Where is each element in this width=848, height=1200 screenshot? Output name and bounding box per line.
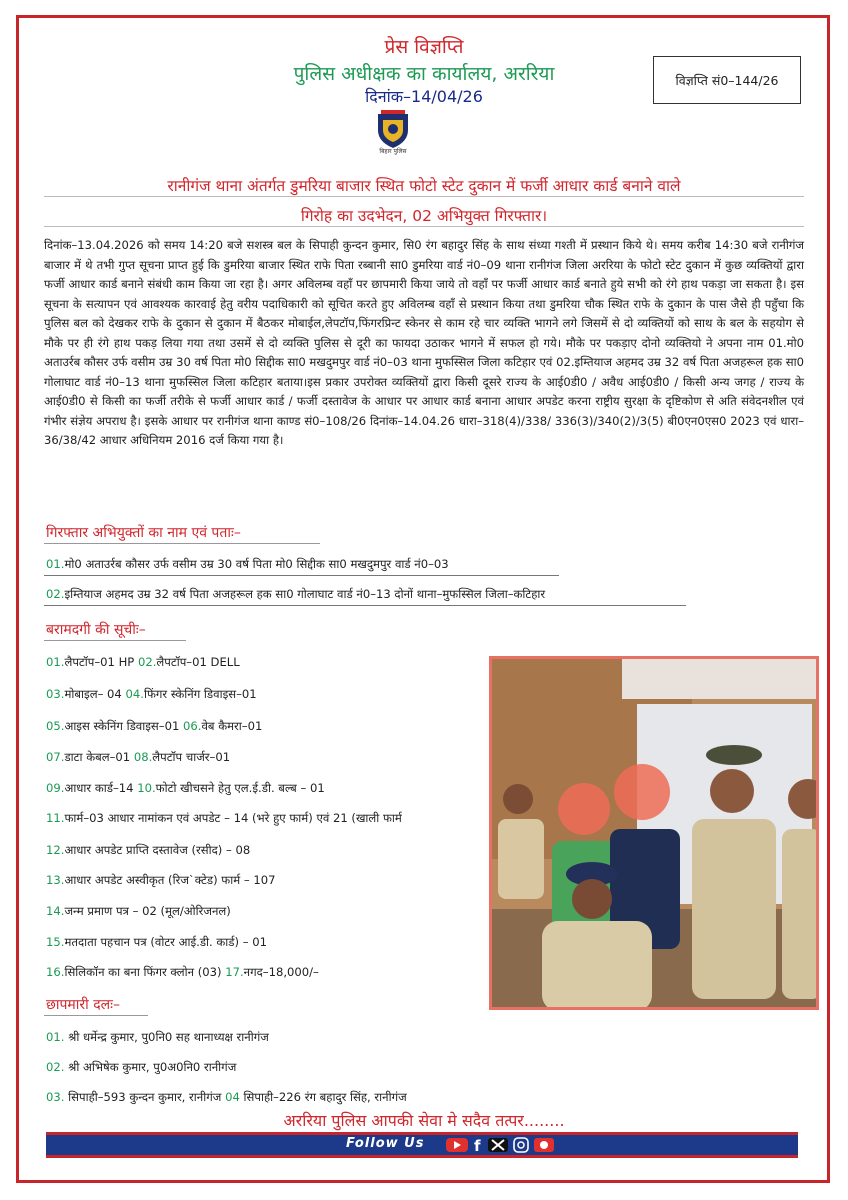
accused-detail: मो0 अताउर्रब कौसर उर्फ वसीम उम्र 30 वर्ष पिता मो0 सिद्दीक सा0 मखदुमपुर वार्ड नं0–03 bbox=[64, 557, 449, 571]
item-text: आधार अपडेट प्राप्ति दस्तावेज (रसीद) – 08 bbox=[64, 843, 251, 857]
accused-item-2 bbox=[46, 587, 545, 602]
bihar-police-emblem-icon bbox=[375, 108, 411, 150]
item-number: 06. bbox=[183, 719, 202, 733]
recovery-row bbox=[46, 843, 250, 858]
instagram-icon bbox=[514, 1138, 528, 1152]
koo-icon bbox=[534, 1138, 554, 1152]
recovery-row bbox=[46, 750, 230, 765]
headline-line-1: रानीगंज थाना अंतर्गत डुमरिया बाजार स्थित फोटो स्टेट दुकान में फर्जी आधार कार्ड बनाने वाले bbox=[167, 177, 681, 195]
recovery-row bbox=[46, 811, 402, 826]
item-number: 16. bbox=[46, 965, 65, 979]
x-twitter-icon bbox=[488, 1138, 508, 1152]
police-slogan: अररिया पुलिस आपकी सेवा मे सदैव तत्पर........ bbox=[283, 1111, 565, 1130]
social-icons bbox=[444, 1137, 574, 1153]
item-text: फोटो खीचसने हेतु एल.ई.डी. बल्ब – 01 bbox=[155, 781, 325, 795]
accused-number: 02. bbox=[46, 587, 65, 601]
item-number: 10. bbox=[137, 781, 156, 795]
follow-us-label: Follow Us bbox=[346, 1136, 425, 1151]
recovery-row bbox=[46, 873, 275, 888]
item-number: 04. bbox=[125, 687, 144, 701]
youtube-icon bbox=[446, 1138, 468, 1152]
accused-section-title: गिरफ्तार अभियुक्तों का नाम एवं पताः– bbox=[46, 525, 241, 541]
raid-team-title-underline bbox=[44, 1015, 148, 1016]
member-name: सिपाही–226 रंग बहादुर सिंह, रानीगंज bbox=[243, 1090, 407, 1104]
item-number: 17. bbox=[225, 965, 244, 979]
item-number: 01. bbox=[46, 655, 65, 669]
arrest-photo bbox=[489, 656, 819, 1010]
item-number: 12. bbox=[46, 843, 65, 857]
recovery-row bbox=[46, 904, 231, 919]
item-text: लैपटॉप–01 HP bbox=[64, 655, 135, 669]
incident-description bbox=[44, 236, 804, 451]
member-name: श्री धर्मेन्द्र कुमार, पु0नि0 सह थानाध्यक्ष रानीगंज bbox=[68, 1030, 269, 1044]
svg-text:f: f bbox=[474, 1137, 481, 1153]
office-name: पुलिस अधीक्षक का कार्यालय, अररिया bbox=[293, 63, 555, 85]
member-number: 04 bbox=[225, 1090, 240, 1104]
member-name: सिपाही–593 कुन्दन कुमार, रानीगंज bbox=[68, 1090, 222, 1104]
reference-number-box bbox=[653, 56, 801, 104]
item-number: 11. bbox=[46, 811, 65, 825]
item-number: 02. bbox=[137, 655, 157, 669]
item-number: 03. bbox=[46, 687, 65, 701]
recovery-section-title: बरामदगी की सूचीः– bbox=[46, 622, 146, 638]
press-release-title: प्रेस विज्ञप्ति bbox=[384, 36, 464, 58]
accused-underline-2 bbox=[44, 605, 686, 606]
recovery-title-underline bbox=[44, 640, 186, 641]
item-text: नगद–18,000/– bbox=[243, 965, 319, 979]
item-text: मतदाता पहचान पत्र (वोटर आई.डी. कार्ड) – 01 bbox=[64, 935, 267, 949]
item-text: डाटा केबल–01 bbox=[64, 750, 131, 764]
accused-underline-1 bbox=[44, 575, 559, 576]
recovery-row bbox=[46, 687, 257, 702]
headline-underline-2 bbox=[44, 226, 804, 227]
accused-detail: इम्तियाज अहमद उम्र 32 वर्ष पिता अजहरूल हक सा0 गोलाघाट वार्ड नं0–13 दोनों थाना–मुफस्सिल जिला–कटिहार bbox=[64, 587, 546, 601]
item-text: आइस स्केनिंग डिवाइस–01 bbox=[64, 719, 180, 733]
facebook-icon bbox=[474, 1137, 481, 1153]
member-number: 01. bbox=[46, 1030, 65, 1044]
item-number: 08. bbox=[133, 750, 153, 764]
release-date: दिनांक–14/04/26 bbox=[365, 87, 483, 106]
item-text: वेब कैमरा–01 bbox=[201, 719, 263, 733]
item-number: 05. bbox=[46, 719, 65, 733]
item-number: 14. bbox=[46, 904, 65, 918]
raid-team-title: छापमारी दलः– bbox=[46, 997, 120, 1013]
item-text: फार्म–03 आधार नामांकन एवं अपडेट – 14 (भरे हुए फार्म) एवं 21 (खाली फार्म bbox=[64, 811, 402, 825]
accused-number: 01. bbox=[46, 557, 65, 571]
member-name: श्री अभिषेक कुमार, पु0अ0नि0 रानीगंज bbox=[68, 1060, 237, 1074]
member-number: 02. bbox=[46, 1060, 65, 1074]
item-number: 15. bbox=[46, 935, 65, 949]
raid-team-member bbox=[46, 1090, 407, 1105]
item-number: 13. bbox=[46, 873, 65, 887]
recovery-row bbox=[46, 781, 325, 796]
item-number: 07. bbox=[46, 750, 65, 764]
item-text: आधार कार्ड–14 bbox=[64, 781, 134, 795]
item-number: 09. bbox=[46, 781, 65, 795]
item-text: जन्म प्रमाण पत्र – 02 (मूल/ओरिजनल) bbox=[64, 904, 231, 918]
item-text: फिंगर स्केनिंग डिवाइस–01 bbox=[143, 687, 257, 701]
emblem-caption: बिहार पुलिस bbox=[379, 148, 407, 155]
accused-title-underline bbox=[44, 543, 320, 544]
headline-underline-1 bbox=[44, 196, 804, 197]
item-text: आधार अपडेट अस्वीकृत (रिज`क्टेड) फार्म – 107 bbox=[64, 873, 276, 887]
recovery-row bbox=[46, 965, 319, 980]
headline-line-2: गिरोह का उदभेदन, 02 अभियुक्त गिरफ्तार। bbox=[300, 207, 548, 225]
item-text: लैपटॉप–01 DELL bbox=[156, 655, 240, 669]
member-number: 03. bbox=[46, 1090, 65, 1104]
incident-paragraph: दिनांक–13.04.2026 को समय 14:20 बजे सशस्त्र बल के सिपाही कुन्दन कुमार, सि0 रंग बहादुर सिंह के साथ संध्या गश्ती में प्रस्थान किये थे। समय करीब 14:30 बजे रानीगंज बाजार में थे तभी गुप्त सूचना प्राप्त हुई कि डुमरिया बाजार स्थित राफे पिता रब्बानी सा0 डुमरिया वार्ड नं0–09 थाना रानीगंज जिला अररिया के फोटो स्टेट दुकान में कुछ व्यक्तियों द्वारा फर्जी आधार कार्ड बनाने संबंधी काम किया जा रहा है। अगर अविलम्ब वहाँ पर छापमारी किया जाये तो वहाँ पर फर्जी आधार कार्ड बनाते हुये सभी को रंगे हाथ पकड़ा जा सकता है। इस सूचना के सत्यापन एवं आवश्यक कारवाई हेतु वरीय पदाधिकारी को सूचित करते हुए अविलम्ब वहाँ से प्रस्थान किया तथा डुमरिया चौक स्थित राफे के दुकान के पास जैसे ही पहुँचा कि पुलिस बल को देखकर राफे के दुकान से दुकान में बैठकर मोबाईल,लेपटॉप,फिंगरप्रिन्ट स्केनर से काम रहे चार व्यक्ति भागने लगे जिसमें से दो व्यक्तियों को साथ के बल के सहयोग से मौके पर ही रंगे हाथ पकड़ लिया गया तथा उसमें से दो व्यक्ति पुलिस से दूरी का फायदा उठाकर भागने में सफल हो गये। मौके पर पकड़ाए दोनो व्यक्तियो ने अपना नाम 01.मो0 अताउर्रब कौसर उर्फ वसीम उम्र 30 वर्ष पिता मो0 सिद्दीक सा0 मखदुमपुर वार्ड नं0–03 थाना मुफस्सिल जिला कटिहार एवं 02.इम्तियाज अहमद उम्र 32 वर्ष पिता अजहरूल हक सा0 गोलाघाट वार्ड नं0–13 थाना मुफस्सिल जिला कटिहार बताया।इस प्रकार उपरोक्त व्यक्तियों द्वारा किसी दूसरे राज्य के आई0डी0 / अवैध आई0डी0 / किसी अन्य जगह / राज्य के आई0डी0 से किसी का फर्जी तरीके से फर्जी आधार कार्ड / फर्जी दस्तावेज के आधार पर आधार कार्ड बनाना आधार अपडेट करना राष्ट्रीय सुरक्षा के दृष्टिकोण से अति संवेदनशील एवं गंभीर संज्ञेय अपराध है। इसके आधार पर रानीगंज थाना काण्ड सं0–108/26 दिनांक–14.04.26 धारा–318(4)/338/ 336(3)/340(2)/3(5) बी0एन0एस0 2023 एवं धारा–36/38/42 आधार अधिनियम 2016 दर्ज किया गया है। bbox=[44, 238, 805, 447]
raid-team-member bbox=[46, 1030, 269, 1045]
recovery-row bbox=[46, 655, 240, 670]
raid-team-member bbox=[46, 1060, 236, 1075]
item-text: लैपटॉप चार्जर–01 bbox=[152, 750, 231, 764]
follow-us-banner bbox=[46, 1132, 798, 1158]
recovery-row bbox=[46, 719, 262, 734]
recovery-row bbox=[46, 935, 267, 950]
item-text: सिलिकॉन का बना फिंगर क्लोन (03) bbox=[64, 965, 222, 979]
item-text: मोबाइल– 04 bbox=[64, 687, 122, 701]
accused-item-1 bbox=[46, 557, 449, 572]
reference-number: विज्ञप्ति सं0–144/26 bbox=[675, 72, 779, 88]
